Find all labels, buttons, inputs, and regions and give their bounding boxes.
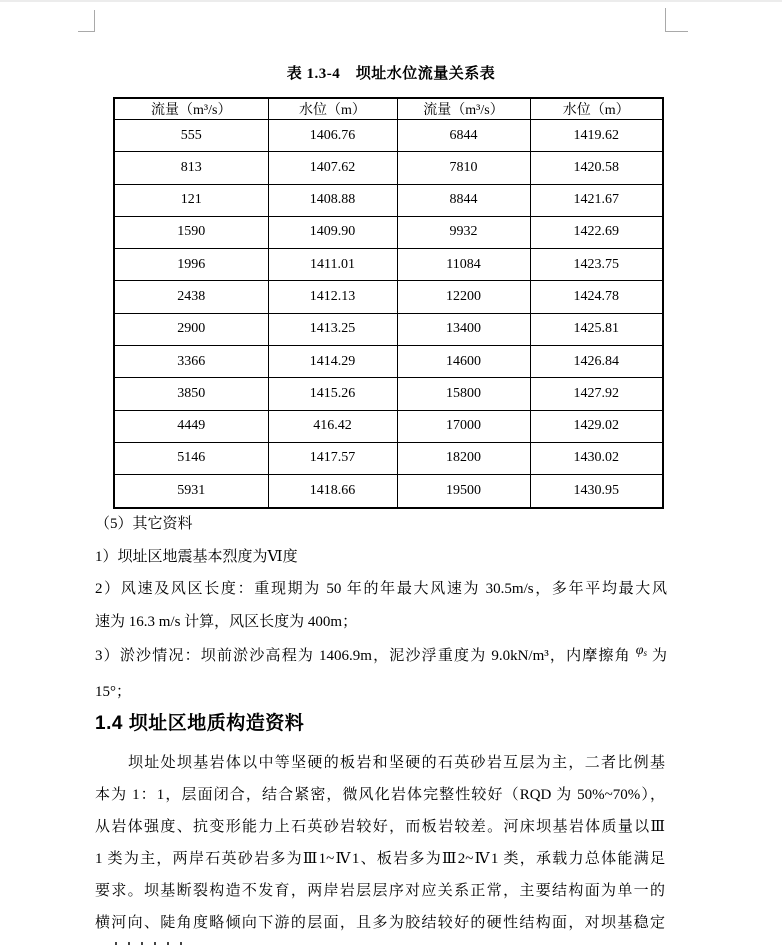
table-cell: 1415.26: [268, 378, 397, 410]
table-cell: 1422.69: [530, 216, 663, 248]
table-cell: 2438: [114, 281, 268, 313]
table-cell: 1408.88: [268, 184, 397, 216]
table-cell: 1429.02: [530, 410, 663, 442]
note-item-3-text: 3）淤沙情况：坝前淤沙高程为 1406.9m，泥沙浮重度为 9.0kN/m³，内摩擦角: [95, 648, 636, 664]
table-cell: 813: [114, 152, 268, 184]
table-cell: 1406.76: [268, 120, 397, 152]
table-row: [114, 410, 663, 442]
table-cell: 1424.78: [530, 281, 663, 313]
note-item-2-line-1: 2）风速及风区长度：重现期为 50 年的年最大风速为 30.5m/s，多年平均最大风: [95, 581, 667, 597]
table-caption: 表 1.3-4 坝址水位流量关系表: [286, 66, 496, 82]
table-cell: 1407.62: [268, 152, 397, 184]
table-cell: 416.42: [268, 410, 397, 442]
paragraph-line: 从岩体强度、抗变形能力上石英砂岩较好，而板岩较差。河床坝基岩体质量以Ⅲ: [95, 819, 665, 835]
table-cell: 4449: [114, 410, 268, 442]
table-header-cell: 水位（m）: [530, 98, 663, 120]
table-cell: 8844: [397, 184, 530, 216]
table-cell: 1430.95: [530, 475, 663, 508]
table-cell: 1409.90: [268, 216, 397, 248]
table-cell: 1427.92: [530, 378, 663, 410]
margin-crop-mark-top-right: [665, 8, 688, 32]
table-row: [114, 152, 663, 184]
table-cell: 5931: [114, 475, 268, 508]
table-row: [114, 98, 663, 120]
table-row: [114, 475, 663, 508]
table-cell: 1414.29: [268, 345, 397, 377]
table-row: [114, 249, 663, 281]
table-row: [114, 313, 663, 345]
page-top-edge: [0, 0, 782, 2]
table-cell: 555: [114, 120, 268, 152]
table-header-cell: 流量（m³/s）: [397, 98, 530, 120]
table-cell: 121: [114, 184, 268, 216]
note-item-2-line-2: 速为 16.3 m/s 计算，风区长度为 400m；: [95, 614, 358, 630]
table-cell: 6844: [397, 120, 530, 152]
section-heading-1-4: 1.4 坝址区地质构造资料: [95, 713, 305, 734]
table-cell: 1419.62: [530, 120, 663, 152]
paragraph-line: 要求。坝基断裂构造不发育，两岸岩层层序对应关系正常，主要结构面为单一的: [95, 883, 665, 899]
table-header-row: [114, 98, 663, 120]
table-cell: 3366: [114, 345, 268, 377]
table-cell: 1426.84: [530, 345, 663, 377]
table-row: [114, 216, 663, 248]
table-cell: 11084: [397, 249, 530, 281]
table-row: [114, 184, 663, 216]
note-item-5: （5）其它资料: [95, 516, 193, 532]
table-cell: 1425.81: [530, 313, 663, 345]
table-cell: 1423.75: [530, 249, 663, 281]
note-item-1: 1）坝址区地震基本烈度为Ⅵ度: [95, 549, 298, 565]
table-cell: 1413.25: [268, 313, 397, 345]
table-row: [114, 281, 663, 313]
table-cell: 2900: [114, 313, 268, 345]
note-item-3-post: 为: [647, 648, 667, 664]
table-row: [114, 378, 663, 410]
phi-subscript: s: [643, 648, 648, 658]
table-row: [114, 442, 663, 474]
table-row: [114, 345, 663, 377]
table-cell: 18200: [397, 442, 530, 474]
table-cell: 7810: [397, 152, 530, 184]
table-cell: 1411.01: [268, 249, 397, 281]
paragraph-line: 坝址处坝基岩体以中等坚硬的板岩和坚硬的石英砂岩互层为主，二者比例基: [128, 755, 665, 771]
table-cell: 9932: [397, 216, 530, 248]
paragraph-line: 本为 1：1，层面闭合，结合紧密，微风化岩体完整性较好（RQD 为 50%~70%），: [95, 787, 665, 803]
table-cell: 15800: [397, 378, 530, 410]
table-cell: 1421.67: [530, 184, 663, 216]
table-cell: 5146: [114, 442, 268, 474]
flow-table-body: [114, 120, 663, 509]
paragraph-line: 1 类为主，两岸石英砂岩多为Ⅲ1~Ⅳ1、板岩多为Ⅲ2~Ⅳ1 类，承载力总体能满足: [95, 851, 665, 867]
table-cell: 3850: [114, 378, 268, 410]
table-cell: 1590: [114, 216, 268, 248]
paragraph-line: 横河向、陡角度略倾向下游的层面，且多为胶结较好的硬性结构面，对坝基稳定: [95, 915, 665, 931]
table-cell: 1430.02: [530, 442, 663, 474]
water-level-flow-table: [113, 97, 664, 509]
table-cell: 1412.13: [268, 281, 397, 313]
margin-crop-mark-top-left: [78, 10, 95, 32]
table-cell: 1420.58: [530, 152, 663, 184]
note-item-3-line-2: 15°；: [95, 684, 131, 700]
table-cell: 1996: [114, 249, 268, 281]
note-item-3-line-1: [95, 643, 667, 668]
table-row: [114, 120, 663, 152]
table-cell: 19500: [397, 475, 530, 508]
table-header-cell: 流量（m³/s）: [114, 98, 268, 120]
table-cell: 13400: [397, 313, 530, 345]
table-cell: 12200: [397, 281, 530, 313]
table-cell: 17000: [397, 410, 530, 442]
table-cell: 1417.57: [268, 442, 397, 474]
table-cell: 1418.66: [268, 475, 397, 508]
table-header-cell: 水位（m）: [268, 98, 397, 120]
table-cell: 14600: [397, 345, 530, 377]
phi-symbol: φs: [635, 643, 648, 658]
